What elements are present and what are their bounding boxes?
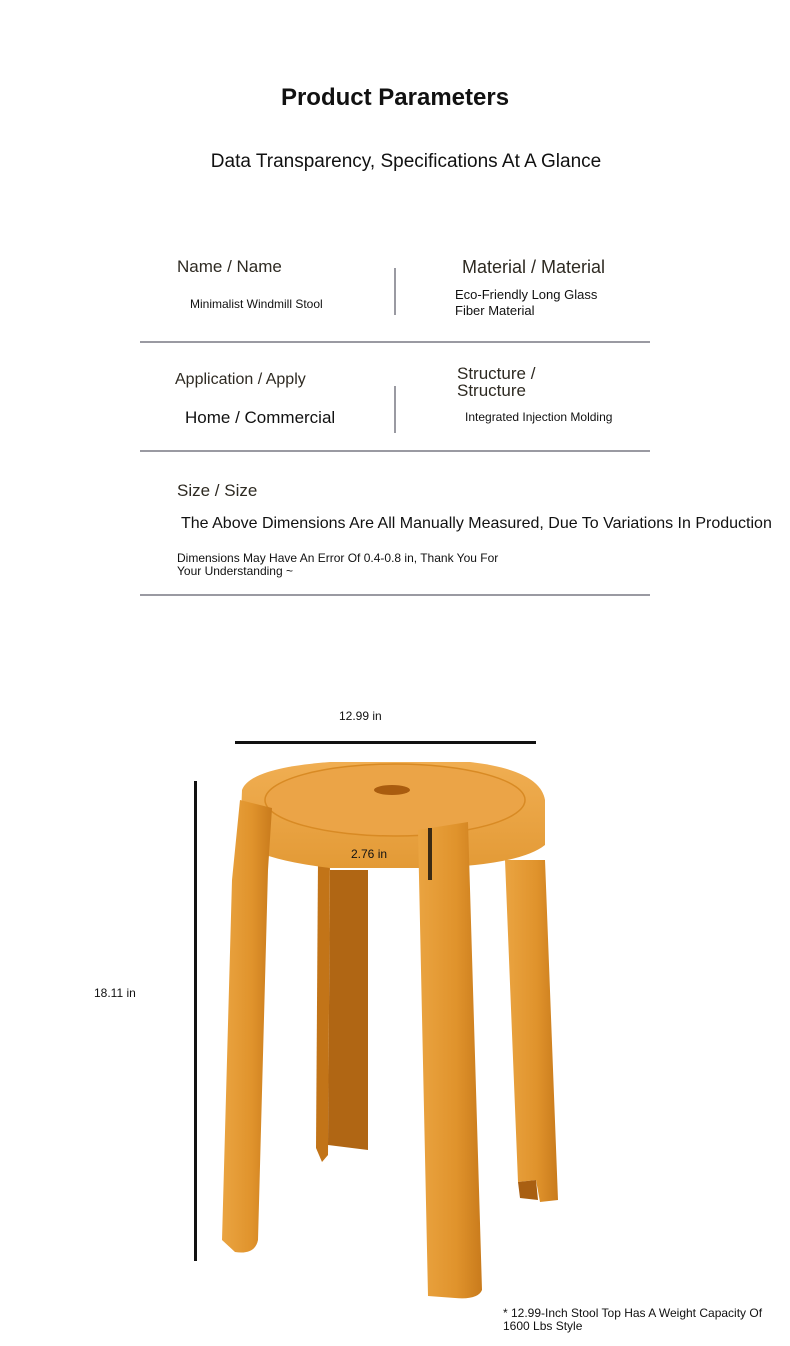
material-label: Material / Material <box>462 257 606 277</box>
page-title: Product Parameters <box>280 84 510 111</box>
size-label: Size / Size <box>177 481 258 500</box>
width-dimension-line <box>235 741 536 744</box>
name-label: Name / Name <box>177 257 282 276</box>
material-value: Eco-Friendly Long Glass Fiber Material <box>455 287 598 318</box>
stool-leg-back-right <box>505 860 558 1202</box>
divider-horizontal <box>140 450 650 452</box>
width-dimension-label: 12.99 in <box>339 709 382 723</box>
divider-vertical <box>394 268 396 315</box>
height-dimension-label: 18.11 in <box>94 986 136 1000</box>
stool-leg-back-left-inner <box>328 870 368 1150</box>
page-subtitle: Data Transparency, Specifications At A Glance <box>210 151 602 172</box>
divider-horizontal <box>140 594 650 596</box>
size-note: The Above Dimensions Are All Manually Measured, Due To Variations In Production <box>181 515 772 532</box>
structure-label: Structure / Structure <box>457 364 536 400</box>
stool-leg-front-center <box>418 822 482 1298</box>
divider-horizontal <box>140 341 650 343</box>
divider-vertical <box>394 386 396 433</box>
application-label: Application / Apply <box>175 371 306 388</box>
structure-value: Integrated Injection Molding <box>465 410 613 424</box>
stool-seat-top <box>265 764 525 836</box>
name-value: Minimalist Windmill Stool <box>190 297 323 311</box>
height-dimension-line <box>194 781 197 1261</box>
stool-leg-front-left <box>222 800 272 1253</box>
size-error-note: Dimensions May Have An Error Of 0.4-0.8 in, Thank You For Your Understanding ~ <box>177 551 499 578</box>
application-value: Home / Commercial <box>185 408 336 427</box>
stool-seat-hole <box>374 785 410 795</box>
stool-illustration <box>0 730 790 1310</box>
seat-depth-label: 2.76 in <box>351 847 388 861</box>
capacity-caption: * 12.99-Inch Stool Top Has A Weight Capacity Of 1600 Lbs Style <box>503 1306 763 1333</box>
stool-leg-back-left <box>316 860 330 1162</box>
